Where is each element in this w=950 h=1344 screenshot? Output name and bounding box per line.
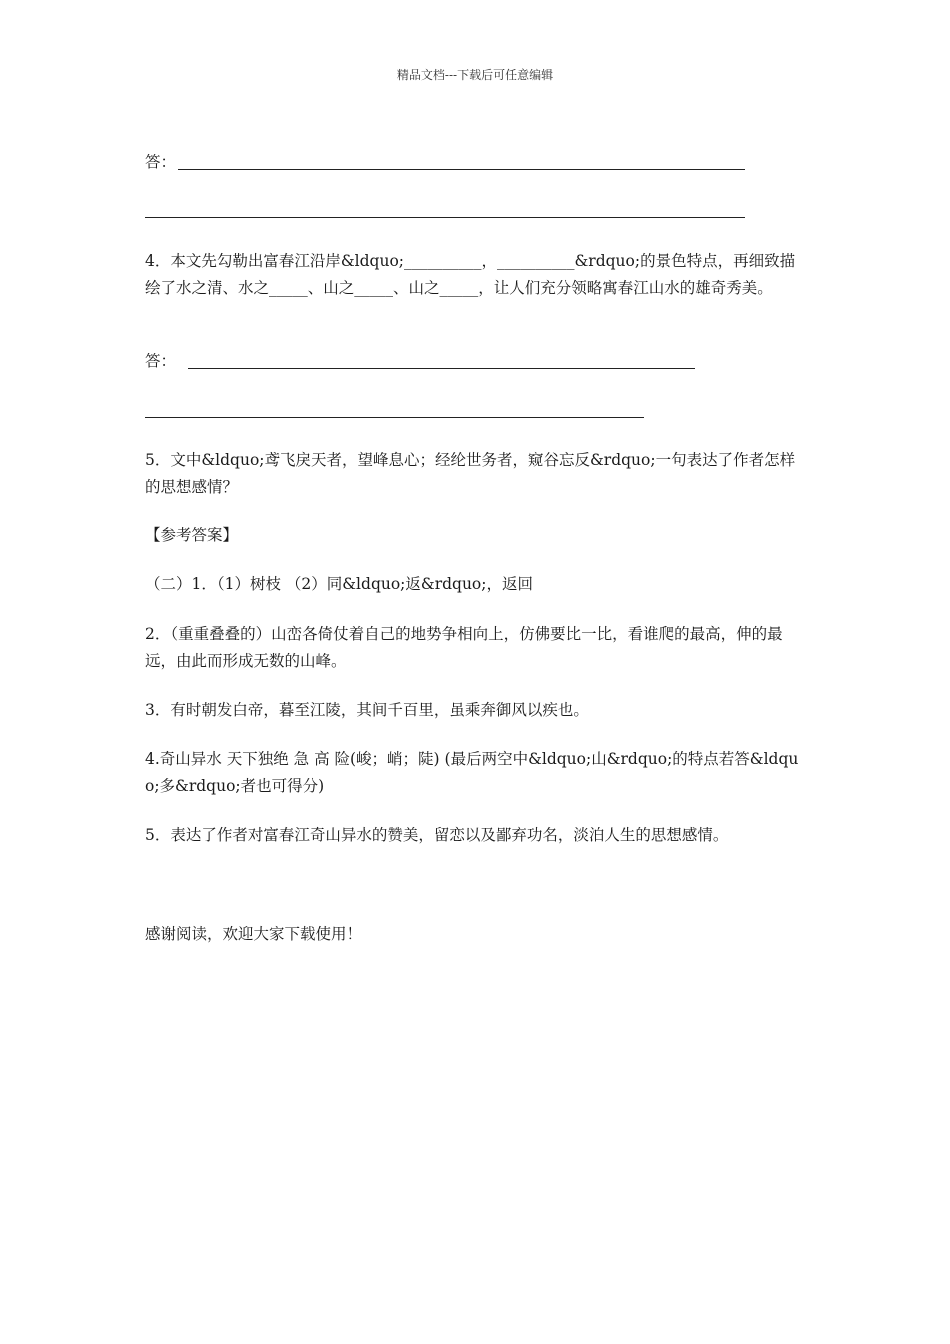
footer-thanks: 感谢阅读，欢迎大家下载使用！ — [145, 925, 363, 943]
page-header: 精品文档---下载后可任意编辑 — [396, 68, 554, 82]
q4-answer-label: 答： — [145, 352, 177, 370]
q4-answer-line-1 — [188, 368, 695, 369]
question-4: 4．本文先勾勒出富春江沿岸&ldquo;__________，__________&rdquo;的景色特点，再细致描绘了水之清、水之_____、山之_____、山之_____，让人们充分领略寓春江山水的雄奇秀美。 — [145, 252, 796, 297]
answer-1: （二）1．（1）树枝 （2）同&ldquo;返&rdquo;，返回 — [145, 575, 533, 593]
answer-3: 3．有时朝发白帝，暮至江陵，其间千百里，虽乘奔御风以疾也。 — [145, 701, 589, 719]
q4-answer-line-2 — [145, 417, 644, 418]
answer-4: 4.奇山异水 天下独绝 急 高 险(峻；峭；陡) (最后两空中&ldquo;山&rdquo;的特点若答&ldquo;多&rdquo;者也可得分) — [145, 750, 799, 795]
reference-title: 【参考答案】 — [145, 526, 239, 544]
question-5: 5．文中&ldquo;鸢飞戾天者，望峰息心；经纶世务者，窥谷忘反&rdquo;一句表达了作者怎样的思想感情？ — [145, 451, 796, 496]
answer-5: 5．表达了作者对富春江奇山异水的赞美，留恋以及鄙弃功名，淡泊人生的思想感情。 — [145, 826, 729, 844]
q3-answer-line-1 — [178, 169, 745, 170]
q3-answer-line-2 — [145, 217, 745, 218]
answer-2: 2．（重重叠叠的）山峦各倚仗着自己的地势争相向上，仿佛要比一比，看谁爬的最高，伸的最远，由此而形成无数的山峰。 — [145, 625, 783, 670]
q3-answer-label: 答： — [145, 153, 177, 171]
